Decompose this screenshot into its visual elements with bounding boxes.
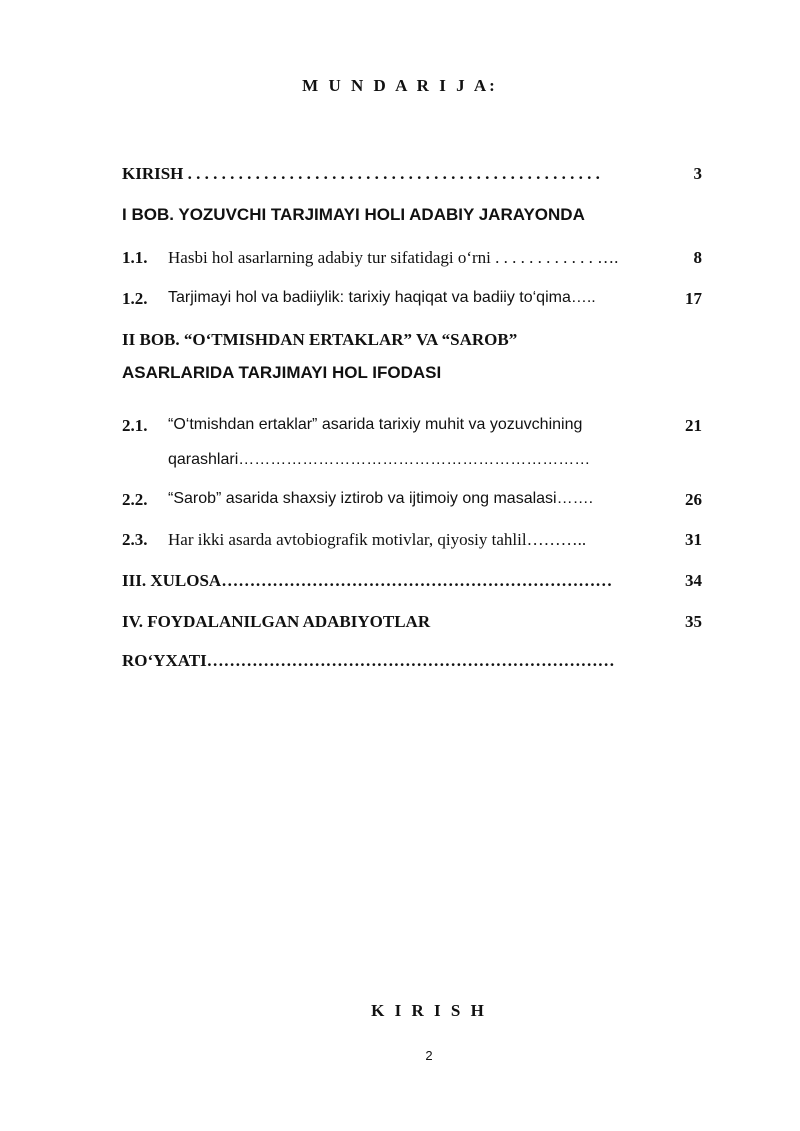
page-number: 2 [425,1048,433,1063]
toc-chapter-2-heading-line1: II BOB. “O‘TMISHDAN ERTAKLAR” VA “SAROB” [122,330,518,349]
toc-entry-label: KIRISH . . . . . . . . . . . . . . . . . . . . . . . . . . . . . . . . . . . . . . . . . . . . . . . . . [122,164,600,183]
toc-entry-page: 26 [685,490,702,509]
toc-entry-number: 2.1. [122,416,148,435]
toc-chapter-2-heading-line2: ASARLARIDA TARJIMAYI HOL IFODASI [122,363,442,382]
toc-entry-page: 17 [685,289,702,308]
toc-entry-text: “Sarob” asarida shaxsiy iztirob va ijtimoiy ong masalasi……. [168,490,594,507]
toc-entry-page: 21 [685,416,702,435]
toc-chapter-1-heading: I BOB. YOZUVCHI TARJIMAYI HOLI ADABIY JARAYONDA [122,205,585,224]
toc-entry-number: 1.1. [122,248,148,267]
toc-entry-label: III. XULOSA…………………………………………………………… [122,571,613,590]
toc-entry-page: 34 [685,571,702,590]
toc-entry-text-line2: qarashlari………………………………………………………… [168,451,591,468]
toc-entry-page: 35 [685,612,702,631]
toc-entry-page: 8 [693,248,702,267]
toc-title: M U N D A R I J A: [302,76,498,95]
toc-entry-number: 1.2. [122,289,148,308]
toc-entry-label-line2: RO‘YXATI……………………………………………………………… [122,651,615,670]
toc-entry-page: 3 [693,164,702,183]
section-heading-kirish: K I R I S H [371,1001,487,1020]
toc-entry-number: 2.2. [122,490,148,509]
toc-entry-page: 31 [685,530,702,549]
toc-entry-text: Har ikki asarda avtobiografik motivlar, qiyosiy tahlil……….. [168,530,587,549]
toc-entry-text-line1: “O‘tmishdan ertaklar” asarida tarixiy muhit va yozuvchining [168,416,583,433]
toc-entry-label-line1: IV. FOYDALANILGAN ADABIYOTLAR [122,612,431,631]
toc-entry-text: Hasbi hol asarlarning adabiy tur sifatidagi o‘rni . . . . . . . . . . . . …. [168,248,619,267]
toc-entry-number: 2.3. [122,530,148,549]
toc-entry-text: Tarjimayi hol va badiiylik: tarixiy haqiqat va badiiy to‘qima….. [168,289,596,306]
